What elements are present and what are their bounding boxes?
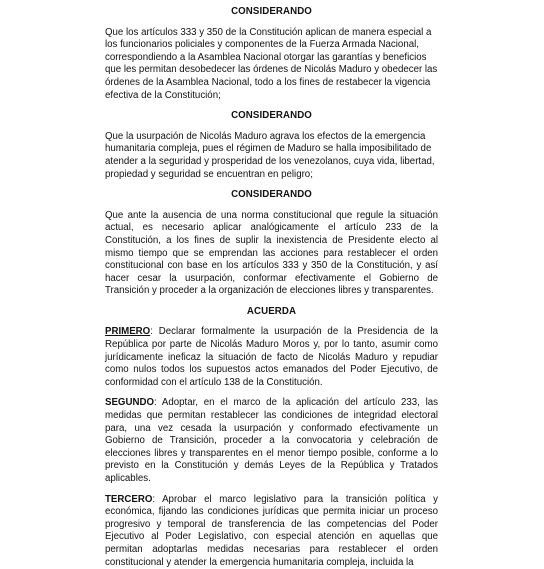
acuerda-section: [105, 306, 438, 569]
section-paragraph: Que ante la ausencia de una norma constitucional que regule la situación actual, es necesario aplicar analógicamente el artículo 233 de la Constitución, a los fines de suplir la inexistencia de Presidente electo al mismo tiempo que se emprendan las acciones para restablecer el orden constitucional con base en los artículos 333 y 350 de la Constitución, y así hacer cesar la usurpación, conformar efectivamente el Gobierno de Transición y proceder a la organización de elecciones libres y transparentes.: [105, 209, 438, 297]
acuerda-heading: ACUERDA: [246, 305, 297, 317]
article-segundo: [105, 397, 438, 485]
section-heading: CONSIDERANDO: [231, 189, 312, 201]
considerando-section-1: [105, 6, 438, 102]
article-tercero: [105, 494, 438, 569]
article-text: : Adoptar, en el marco de la aplicación del artículo 233, las medidas que permitan restablecer las condiciones de integridad electoral para, una vez cesada la usurpación y conformado efectivamente un Gobierno de Transición, proceder a la convocatoria y celebración de elecciones libres y transparentes en el menor tiempo posible, conforme a lo previsto en la Constitución y demás Leyes de la República y Tratados aplicables.: [105, 397, 438, 484]
article-label: PRIMERO: [105, 326, 151, 338]
article-label: SEGUNDO: [105, 397, 154, 409]
article-primero: [105, 326, 438, 389]
considerando-section-2: [105, 110, 438, 181]
section-paragraph: Que la usurpación de Nicolás Maduro agrava los efectos de la emergencia humanitaria compleja, pues el régimen de Maduro se halla imposibilitado de atender a la seguridad y prosperidad de los venezolanos, cuya vida, libertad, propiedad y seguridad se encuentran en peligro;: [105, 130, 435, 180]
section-heading: CONSIDERANDO: [231, 6, 312, 17]
article-text: : Aprobar el marco legislativo para la transición política y económica, fijando las condiciones jurídicas que permita iniciar un proceso progresivo y temporal de transferencia de las competencias del Poder Ejecutivo al Poder Legislativo, con especial atención en aquellas que permitan adoptarlas medidas necesarias para restablecer el orden constitucional y atender la emergencia humanitaria compleja, incluida la: [105, 493, 438, 568]
article-label: TERCERO: [105, 493, 153, 505]
article-text: : Declarar formalmente la usurpación de la Presidencia de la República por parte de Nicolás Maduro Moros y, por lo tanto, asumir como jurídicamente ineficaz la situación de facto de Nicolás Maduro y repudiar como nulos todos los supuestos actos emanados del Poder Ejecutivo, de conformidad con el artículo 138 de la Constitución.: [105, 326, 438, 388]
section-heading: CONSIDERANDO: [231, 110, 312, 122]
section-paragraph: Que los artículos 333 y 350 de la Constitución aplican de manera especial a los funcionarios policiales y componentes de la Fuerza Armada Nacional, correspondiendo a la Asamblea Nacional otorgar las garantías y beneficios que les permitan desobedecer las órdenes de Nicolás Maduro y obedecer las órdenes de la Asamblea Nacional, todo a los fines de restabecer la vigencia efectiva de la Constitución;: [105, 26, 438, 101]
considerando-section-3: [105, 189, 438, 298]
